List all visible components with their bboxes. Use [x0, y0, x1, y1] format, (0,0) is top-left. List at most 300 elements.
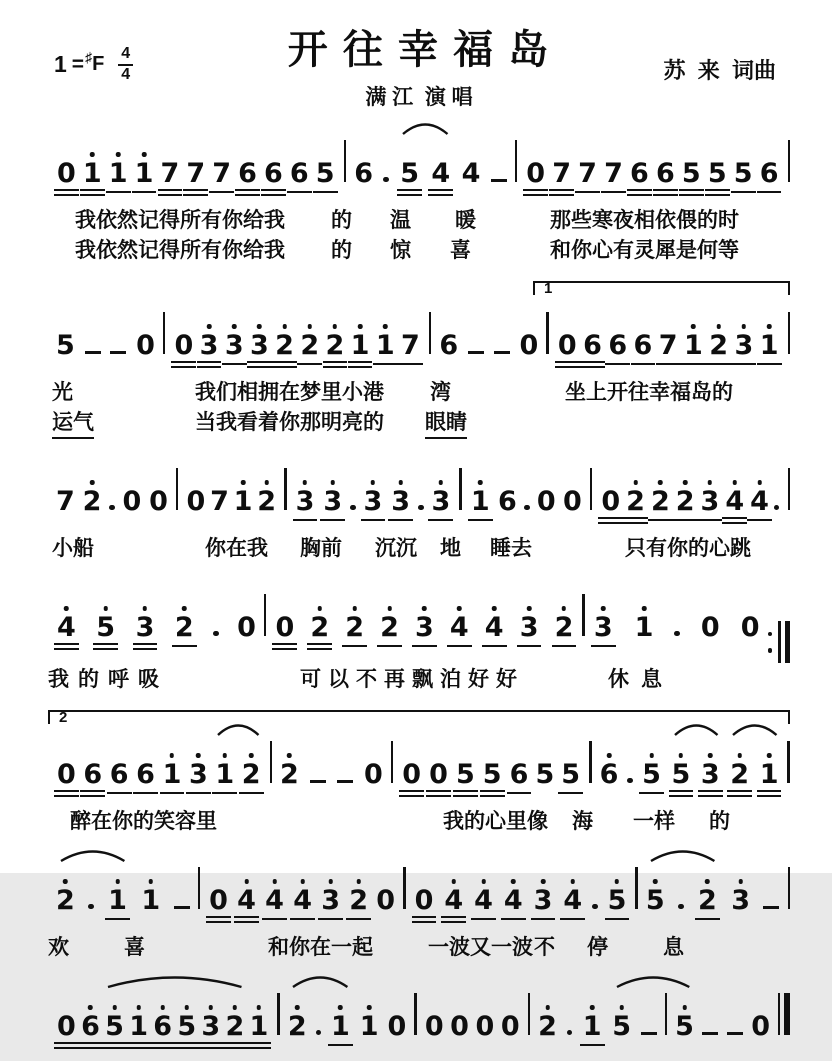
note: 5 — [612, 1011, 632, 1042]
note: 1 — [634, 612, 654, 643]
lyrics-row — [48, 536, 790, 566]
note: 6 — [627, 160, 652, 196]
rest-note: 0 — [536, 486, 556, 517]
performer: 满 江 演 唱 — [365, 86, 473, 109]
note: 5 — [679, 160, 704, 196]
rest-note: 0 — [272, 614, 297, 650]
final-barline — [778, 993, 790, 1035]
rest-note: 0 — [237, 612, 256, 643]
measure — [48, 887, 198, 920]
lyrics-row — [48, 809, 790, 839]
slur-arc — [649, 847, 716, 863]
measure — [48, 332, 163, 364]
note: 3 — [428, 488, 453, 521]
note: 3 — [412, 614, 437, 647]
time-denominator: 4 — [121, 65, 131, 83]
note: 4 — [482, 614, 507, 647]
rest-note: 0 — [500, 1011, 520, 1042]
lyric-segment: 我的呼吸 — [48, 668, 168, 691]
measure — [48, 488, 176, 519]
lyric-segment: 醉在你的笑容里 — [70, 810, 217, 833]
note: 3 — [320, 488, 345, 521]
key-signature — [54, 46, 133, 84]
measure — [48, 1013, 277, 1049]
measure — [266, 614, 582, 650]
measure — [462, 488, 590, 521]
lyrics-row — [48, 410, 790, 440]
note: 5 — [453, 761, 478, 797]
note: 2 — [623, 488, 648, 524]
rest-note: 0 — [412, 887, 437, 923]
note: 7 — [575, 160, 600, 193]
duration-dash — [491, 179, 507, 183]
lyric-segment: 地 — [440, 537, 461, 560]
note: 2 — [552, 614, 577, 647]
note: 5 — [480, 761, 505, 797]
note: 3 — [293, 488, 318, 521]
note: 5 — [102, 1013, 127, 1049]
lyric-segment: 我依然记得所有你给我 — [75, 239, 285, 262]
rest-note: 0 — [54, 160, 79, 196]
lyric-segment: 一波又一波 — [428, 936, 533, 959]
rest-note: 0 — [424, 1011, 444, 1042]
time-numerator: 4 — [118, 46, 133, 66]
note: 3 — [698, 761, 723, 797]
measure — [517, 160, 787, 196]
note: 7 — [56, 486, 75, 517]
measure — [406, 887, 636, 923]
rest-note: 0 — [700, 612, 720, 643]
rest-note: 0 — [171, 332, 196, 368]
augmentation-dot — [524, 505, 530, 511]
measure — [638, 887, 788, 920]
rest-note: 0 — [376, 885, 396, 916]
measure — [393, 761, 589, 797]
note: 1 — [141, 885, 161, 916]
notes-row — [48, 707, 790, 809]
note: 1 — [80, 160, 105, 196]
note: 1 — [580, 1013, 605, 1046]
note: 7 — [183, 160, 208, 196]
note: 6 — [497, 486, 517, 517]
barline-thin — [788, 867, 791, 909]
note: 5 — [731, 160, 756, 193]
note: 4 — [54, 614, 79, 650]
notes-row — [48, 975, 790, 1061]
note: 2 — [56, 885, 75, 916]
note: 1 — [373, 332, 398, 365]
lyrics-row — [48, 667, 790, 697]
rest-note: 0 — [206, 887, 231, 923]
rest-note: 0 — [136, 330, 155, 361]
note: 3 — [517, 614, 542, 647]
note: 3 — [247, 332, 272, 368]
note: 2 — [297, 332, 322, 365]
note: 2 — [727, 761, 752, 797]
lyric-segment: 那些寒夜相依偎的时 — [550, 209, 739, 232]
note: 2 — [307, 614, 332, 650]
repeat-dots — [768, 632, 773, 653]
note: 3 — [361, 488, 386, 521]
lyric-segment: 运气 — [52, 410, 94, 439]
note: 3 — [698, 488, 723, 521]
rest-note: 0 — [363, 759, 383, 790]
note: 1 — [348, 332, 373, 368]
lyrics-row — [48, 935, 790, 965]
notes-row — [48, 122, 790, 208]
note: 6 — [599, 759, 619, 790]
augmentation-dot — [678, 904, 684, 910]
note: 5 — [675, 1011, 694, 1042]
notes-row — [48, 278, 790, 380]
augmentation-dot — [774, 505, 780, 511]
system-6 — [48, 849, 790, 965]
note: 4 — [262, 887, 287, 920]
measure — [165, 332, 428, 368]
barline — [788, 312, 791, 354]
system-1 — [48, 122, 790, 268]
note: 1 — [132, 160, 157, 193]
volta-bracket-2 — [48, 710, 790, 724]
lyric-segment: 惊 — [390, 239, 411, 262]
rest-note: 0 — [399, 761, 424, 797]
lyric-segment: 停 — [587, 936, 608, 959]
measure — [48, 614, 264, 650]
note: 2 — [323, 332, 348, 368]
note: 6 — [757, 160, 782, 193]
rest-note: 0 — [149, 486, 168, 517]
note: 6 — [78, 1013, 103, 1049]
rest-note: 0 — [54, 1013, 79, 1049]
note: 6 — [80, 761, 105, 797]
lyric-segment: 我的心里像 — [443, 810, 548, 833]
lyric-segment: 胸前 — [300, 537, 342, 560]
note: 6 — [605, 332, 630, 365]
measure — [417, 1013, 528, 1040]
measure — [667, 1013, 778, 1045]
barline-thin — [788, 468, 791, 510]
repeat-barline — [768, 621, 791, 663]
augmentation-dot — [88, 904, 94, 910]
note: 1 — [359, 1011, 379, 1042]
note: 7 — [549, 160, 574, 196]
note: 1 — [126, 1013, 151, 1049]
note: 3 — [133, 614, 158, 650]
measure — [346, 160, 515, 196]
note: 2 — [342, 614, 367, 647]
lyric-segment: 和你心有灵犀是何等 — [550, 239, 739, 262]
note: 5 — [535, 759, 555, 790]
system-4 — [48, 576, 790, 697]
rest-note: 0 — [122, 486, 142, 517]
measure — [48, 160, 344, 196]
barline-thin — [778, 993, 781, 1035]
lyric-segment: 的 — [709, 810, 730, 833]
duration-dash — [110, 351, 126, 355]
note: 6 — [653, 160, 678, 196]
note: 3 — [731, 885, 751, 916]
lyric-segment: 一样 — [633, 810, 675, 833]
note: 2 — [287, 1011, 307, 1042]
time-signature — [118, 46, 133, 84]
note: 5 — [605, 887, 630, 920]
measure — [272, 761, 391, 793]
note: 5 — [705, 160, 730, 196]
lyric-segment: 温 — [390, 209, 411, 232]
slur-arc — [59, 847, 126, 863]
note: 6 — [235, 160, 260, 196]
note: 4 — [428, 160, 453, 196]
rest-note: 0 — [186, 486, 206, 517]
note: 2 — [272, 332, 297, 368]
song-title: 开 往 幸 福 岛 — [287, 28, 551, 72]
barline-thin — [787, 741, 790, 783]
note: 4 — [461, 158, 481, 189]
note: 5 — [645, 885, 665, 916]
notes-row — [48, 576, 790, 667]
lyric-segment: 可以不再飘泊好好 — [300, 668, 524, 691]
note: 1 — [233, 486, 253, 517]
note: 3 — [197, 332, 222, 368]
note: 1 — [757, 761, 782, 797]
note: 6 — [354, 158, 373, 189]
note: 3 — [198, 1013, 223, 1049]
rest-note: 0 — [751, 1011, 770, 1042]
note: 1 — [106, 160, 131, 193]
key-letter: F — [92, 53, 105, 76]
note: 2 — [377, 614, 402, 647]
note: 4 — [747, 488, 772, 521]
note: 2 — [695, 887, 720, 920]
augmentation-dot — [592, 904, 598, 910]
note: 2 — [538, 1011, 557, 1042]
lyrics-row — [48, 380, 790, 410]
rest-note: 0 — [519, 330, 539, 361]
composer-credit: 苏 来 词曲 — [663, 58, 776, 83]
note: 2 — [648, 488, 673, 521]
rest-note: 0 — [387, 1011, 407, 1042]
note: 5 — [313, 160, 338, 193]
note: 5 — [669, 761, 694, 797]
note: 3 — [531, 887, 556, 920]
key-prefix: 1 — [54, 51, 67, 78]
lyric-segment: 的 — [331, 209, 352, 232]
note: 7 — [398, 332, 423, 365]
lyric-segment: 我依然记得所有你给我 — [75, 209, 285, 232]
barline — [788, 140, 791, 182]
measure — [592, 488, 787, 524]
slur-arc — [615, 973, 691, 989]
note: 5 — [56, 330, 75, 361]
lyrics-row — [48, 238, 790, 268]
note: 2 — [346, 887, 371, 920]
duration-dash — [310, 780, 326, 784]
note: 7 — [656, 332, 681, 365]
score-header — [48, 16, 790, 112]
note: 3 — [731, 332, 756, 365]
note: 6 — [261, 160, 286, 196]
note: 3 — [591, 614, 616, 647]
measure — [48, 761, 270, 797]
lyric-segment: 海 — [572, 810, 593, 833]
measure — [200, 887, 403, 923]
note: 7 — [209, 160, 234, 193]
rest-note: 0 — [598, 488, 623, 524]
measure — [280, 1013, 415, 1046]
barline-thick — [785, 621, 791, 663]
note: 7 — [158, 160, 183, 196]
note: 2 — [706, 332, 731, 365]
note: 2 — [673, 488, 698, 521]
lyric-segment: 小船 — [52, 537, 94, 560]
augmentation-dot — [567, 1030, 573, 1036]
rest-note: 0 — [555, 332, 580, 368]
measure — [549, 332, 788, 368]
measure — [431, 332, 546, 364]
augmentation-dot — [418, 505, 424, 511]
note: 2 — [82, 486, 102, 517]
duration-dash — [85, 351, 101, 355]
note: 2 — [257, 486, 277, 517]
lyric-segment: 眼睛 — [425, 410, 467, 439]
system-7 — [48, 975, 790, 1061]
measure — [592, 761, 788, 797]
note: 7 — [601, 160, 626, 193]
note: 1 — [160, 761, 185, 794]
note: 5 — [93, 614, 118, 650]
barline-thin — [778, 621, 781, 663]
note: 2 — [172, 614, 197, 647]
note: 6 — [507, 761, 532, 794]
lyric-segment: 的 — [331, 239, 352, 262]
lyric-segment: 只有你的心跳 — [625, 537, 751, 560]
note: 2 — [222, 1013, 247, 1049]
duration-dash — [763, 906, 779, 910]
note: 2 — [239, 761, 264, 794]
lyric-segment: 光 — [52, 381, 73, 404]
slur-arc — [291, 973, 349, 989]
volta-number: 2 — [59, 709, 68, 726]
augmentation-dot — [213, 631, 219, 637]
key-equals: = — [71, 52, 85, 76]
note: 3 — [222, 332, 247, 365]
lyric-segment: 休息 — [608, 668, 674, 691]
lyric-segment: 暖 — [455, 209, 476, 232]
lyrics-row — [48, 208, 790, 238]
measure — [530, 1013, 665, 1046]
barline-thin — [788, 140, 791, 182]
lyric-segment: 不 — [534, 936, 555, 959]
barline — [788, 468, 791, 510]
note: 5 — [639, 761, 664, 794]
note: 7 — [210, 486, 229, 517]
notes-row — [48, 849, 790, 935]
note: 1 — [212, 761, 237, 794]
system-3 — [48, 450, 790, 566]
measure — [178, 488, 284, 515]
note: 6 — [287, 160, 312, 193]
lyric-segment: 湾 — [430, 381, 451, 404]
duration-dash — [468, 351, 484, 355]
lyric-segment: 息 — [663, 936, 684, 959]
duration-dash — [702, 1032, 718, 1036]
lyric-segment: 当我看着你那明亮的 — [195, 411, 384, 434]
rest-note: 0 — [426, 761, 451, 797]
slur-arc — [106, 973, 244, 989]
duration-dash — [494, 351, 510, 355]
duration-dash — [727, 1032, 743, 1036]
note: 1 — [105, 887, 130, 920]
augmentation-dot — [350, 505, 356, 511]
lyric-segment: 我们相拥在梦里小港 — [195, 381, 384, 404]
barline — [788, 867, 791, 909]
augmentation-dot — [627, 778, 633, 784]
note: 6 — [580, 332, 605, 368]
augmentation-dot — [109, 505, 115, 511]
duration-dash — [337, 780, 353, 784]
note: 5 — [174, 1013, 199, 1049]
lyric-segment: 睡去 — [490, 537, 532, 560]
note: 1 — [247, 1013, 272, 1049]
note: 3 — [318, 887, 343, 920]
note: 1 — [681, 332, 706, 365]
note: 4 — [560, 887, 585, 920]
lyric-segment: 欢 — [48, 936, 69, 959]
duration-dash — [641, 1032, 657, 1036]
lyric-segment: 和你在一起 — [268, 936, 373, 959]
note: 4 — [471, 887, 496, 920]
sharp-sign: ♯ — [85, 48, 93, 65]
note: 4 — [501, 887, 526, 920]
augmentation-dot — [316, 1030, 322, 1036]
note: 1 — [468, 488, 493, 521]
note: 6 — [107, 761, 132, 794]
barline-thin — [788, 312, 791, 354]
note: 6 — [631, 332, 656, 365]
rest-note: 0 — [450, 1011, 469, 1042]
lyric-segment: 喜 — [124, 936, 145, 959]
lyric-segment: 沉沉 — [375, 537, 417, 560]
system-2 — [48, 278, 790, 440]
rest-note: 0 — [475, 1011, 495, 1042]
note: 6 — [133, 761, 158, 794]
note: 6 — [439, 330, 459, 361]
volta-bracket-1 — [533, 281, 790, 295]
measure — [585, 614, 768, 647]
note: 4 — [722, 488, 747, 524]
rest-note: 0 — [563, 486, 582, 517]
note: 4 — [447, 614, 472, 647]
note: 1 — [757, 332, 782, 365]
lyric-segment: 坐上开往幸福岛的 — [565, 381, 733, 404]
score — [48, 122, 790, 1061]
system-5 — [48, 707, 790, 839]
augmentation-dot — [674, 631, 680, 637]
note: 4 — [441, 887, 466, 923]
barline — [787, 741, 790, 783]
augmentation-dot — [383, 177, 389, 183]
note: 1 — [328, 1013, 353, 1046]
rest-note: 0 — [523, 160, 548, 196]
note: 2 — [280, 759, 299, 790]
note: 6 — [150, 1013, 175, 1049]
note: 5 — [558, 761, 583, 794]
lyric-segment: 你在我 — [205, 537, 268, 560]
note: 4 — [290, 887, 315, 920]
note: 3 — [186, 761, 211, 794]
rest-note: 0 — [740, 612, 760, 643]
volta-number: 1 — [544, 280, 553, 297]
